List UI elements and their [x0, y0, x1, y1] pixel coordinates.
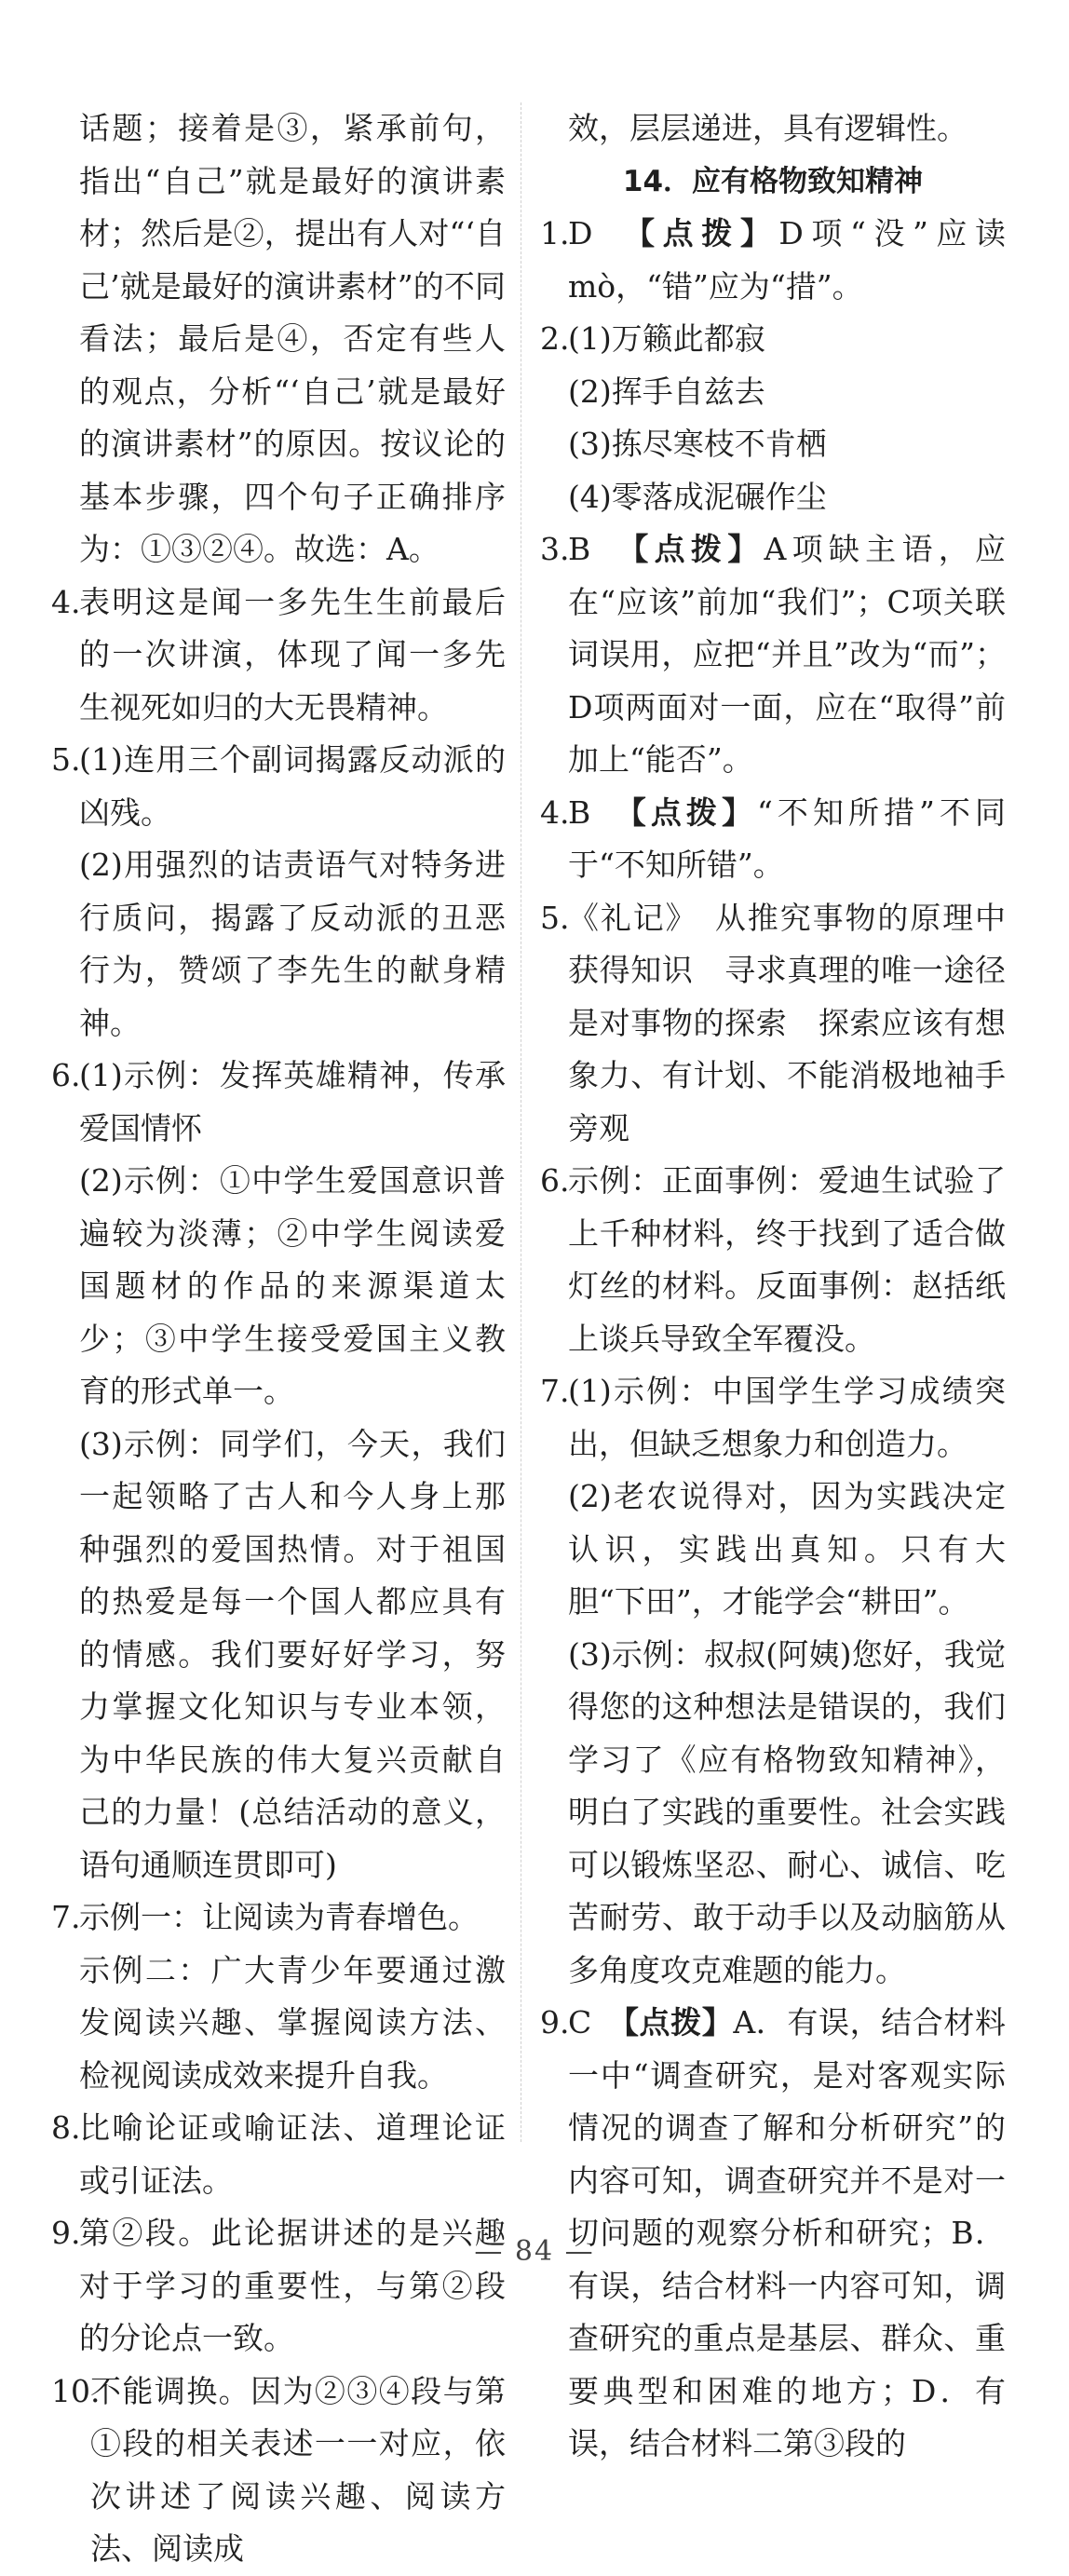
- answer-item-3: [540, 523, 1006, 787]
- item-number: 3.: [540, 531, 570, 567]
- item-number: 4.: [51, 583, 81, 620]
- sub-answer-1: (1)示例：中国学生学习成绩突出，但缺乏想象力和创造力。: [568, 1373, 1006, 1462]
- answer-text: 示例：正面事例：爱迪生试验了上千种材料，终于找到了适合做灯丝的材料。反面事例：赵括纸上谈兵导致全军覆没。: [568, 1162, 1006, 1357]
- sub-answer-4: (4)零落成泥碾作尘: [568, 478, 827, 515]
- hint-tag: 【点拨】: [623, 2004, 734, 2040]
- answer-choice: B: [568, 531, 591, 567]
- hint-tag: 【点拨】: [639, 215, 779, 251]
- hint-text: “不知所措”不同于“不知所错”。: [568, 793, 1007, 883]
- sub-answer-3: (3)拣尽寒枝不肯栖: [568, 426, 827, 462]
- hint-tag: 【点拨】: [632, 531, 765, 567]
- item-number: 4.: [540, 793, 570, 831]
- answer-choice: C: [568, 2004, 592, 2040]
- example-2: 示例二：广大青少年要通过激发阅读兴趣、掌握阅读方法、检视阅读成效来提升自我。: [79, 1951, 506, 2094]
- answer-item-4: [540, 787, 1006, 892]
- answer-item-6: [540, 1155, 1006, 1365]
- answer-choice: B: [568, 793, 591, 831]
- hint-text: A项缺主语，应在“应该”前加“我们”；C项关联词误用，应把“并且”改为“而”；D项两面对一面，应在“取得”前加上“能否”。: [568, 531, 1007, 778]
- item-number: 10.: [51, 2372, 101, 2409]
- sub-answer-1: (1)示例：发挥英雄精神，传承爱国情怀: [79, 1057, 506, 1146]
- sub-answer-2: (2)示例：①中学生爱国意识普遍较为淡薄；②中学生阅读爱国题材的作品的来源渠道太少；③中学生接受爱国主义教育的形式单一。: [79, 1162, 506, 1409]
- item-number: 5.: [540, 899, 570, 936]
- sub-answer-2: (2)挥手自兹去: [568, 373, 765, 410]
- left-column: [51, 102, 506, 2576]
- sub-answer-2: (2)老农说得对，因为实践决定认识，实践出真知。只有大胆“下田”，才能学会“耕田”。: [568, 1478, 1006, 1620]
- answer-item-5: [540, 892, 1006, 1156]
- answer-item-9: [51, 2207, 506, 2366]
- q10-continuation: 效，层层递进，具有逻辑性。: [568, 110, 968, 146]
- answer-choice: D: [568, 215, 593, 251]
- hint-tag: 【点拨】: [630, 793, 757, 831]
- answer-text: 不能调换。因为②③④段与第①段的相关表述一一对应，依次讲述了阅读兴趣、阅读方法、阅读成: [90, 2372, 506, 2567]
- answer-item-2: [540, 313, 1006, 523]
- item-number: 5.: [51, 741, 81, 778]
- section-title: 14．应有格物致知精神: [622, 164, 924, 198]
- item-number: 2.: [540, 320, 570, 357]
- answer-item-7: [540, 1365, 1006, 1997]
- sub-answer-1: (1)万籁此都寂: [568, 320, 765, 357]
- item-number: 6.: [51, 1057, 81, 1093]
- answer-item-7: [51, 1891, 506, 2102]
- item-number: 1.: [540, 215, 570, 251]
- page-number: — 84 —: [474, 2235, 595, 2268]
- item-number: 6.: [540, 1162, 570, 1199]
- sub-answer-2: (2)用强烈的诘责语气对特务进行质问，揭露了反动派的丑恶行为，赞颂了李先生的献身精神。: [79, 847, 506, 1041]
- answer-item-8: [51, 2102, 506, 2207]
- sub-answer-3: (3)示例：叔叔(阿姨)您好，我觉得您的这种想法是错误的，我们学习了《应有格物致知精神》，明白了实践的重要性。社会实践可以锻炼坚忍、耐心、诚信、吃苦耐劳、敢于动手以及动脑筋从多角度攻克难题的能力。: [568, 1635, 1006, 1988]
- hint-text: D项“没”应读mò，“错”应为“措”。: [568, 215, 1007, 305]
- answer-text: 第②段。此论据讲述的是兴趣对于学习的重要性，与第②段的分论点一致。: [79, 2215, 506, 2356]
- item-number: 8.: [51, 2109, 81, 2146]
- answer-item-1: [540, 208, 1006, 313]
- item-number: 9.: [540, 2004, 570, 2040]
- sub-answer-1: (1)连用三个副词揭露反动派的凶残。: [79, 741, 506, 831]
- right-column: [540, 102, 1006, 2471]
- answer-item-10: [51, 2366, 506, 2576]
- q3-continuation: 话题；接着是③，紧承前句，指出“自己”就是最好的演讲素材；然后是②，提出有人对“‘自己’就是最好的演讲素材”的不同看法；最后是④，否定有些人的观点，分析“‘自己’就是最好的演讲素材”的原因。按议论的基本步骤，四个句子正确排序为：①③②④。故选：A。: [79, 110, 506, 567]
- answer-text: 《礼记》 从推究事物的原理中获得知识 寻求真理的唯一途径是对事物的探索 探索应该有想象力、有计划、不能消极地袖手旁观: [568, 899, 1006, 1146]
- sub-answer-3: (3)示例：同学们，今天，我们一起领略了古人和今人身上那种强烈的爱国热情。对于祖国的热爱是每一个国人都应具有的情感。我们要好好学习，努力掌握文化知识与专业本领，为中华民族的伟大复兴贡献自己的力量！(总结活动的意义，语句通顺连贯即可): [79, 1425, 506, 1883]
- item-number: 7.: [540, 1373, 570, 1409]
- answer-text: 表明这是闻一多先生生前最后的一次讲演，体现了闻一多先生视死如归的大无畏精神。: [79, 583, 506, 725]
- item-number: 7.: [51, 1899, 81, 1935]
- answer-item-9: [540, 1997, 1006, 2471]
- answer-item-4: [51, 576, 506, 735]
- item-number: 9.: [51, 2215, 81, 2251]
- hint-text: A．有误，结合材料一中“调查研究，是对客观实际情况的调查了解和分析研究”的内容可知，调查研究并不是对一切问题的观察分析和研究；B．有误，结合材料一内容可知，调查研究的重点是基层、群众、重要典型和困难的地方；D．有误，结合材料二第③段的: [568, 2004, 1006, 2461]
- answer-item-6: [51, 1050, 506, 1891]
- example-1: 示例一：让阅读为青春增色。: [79, 1899, 479, 1935]
- answer-text: 比喻论证或喻证法、道理论证或引证法。: [79, 2109, 506, 2199]
- answer-item-5: [51, 734, 506, 1050]
